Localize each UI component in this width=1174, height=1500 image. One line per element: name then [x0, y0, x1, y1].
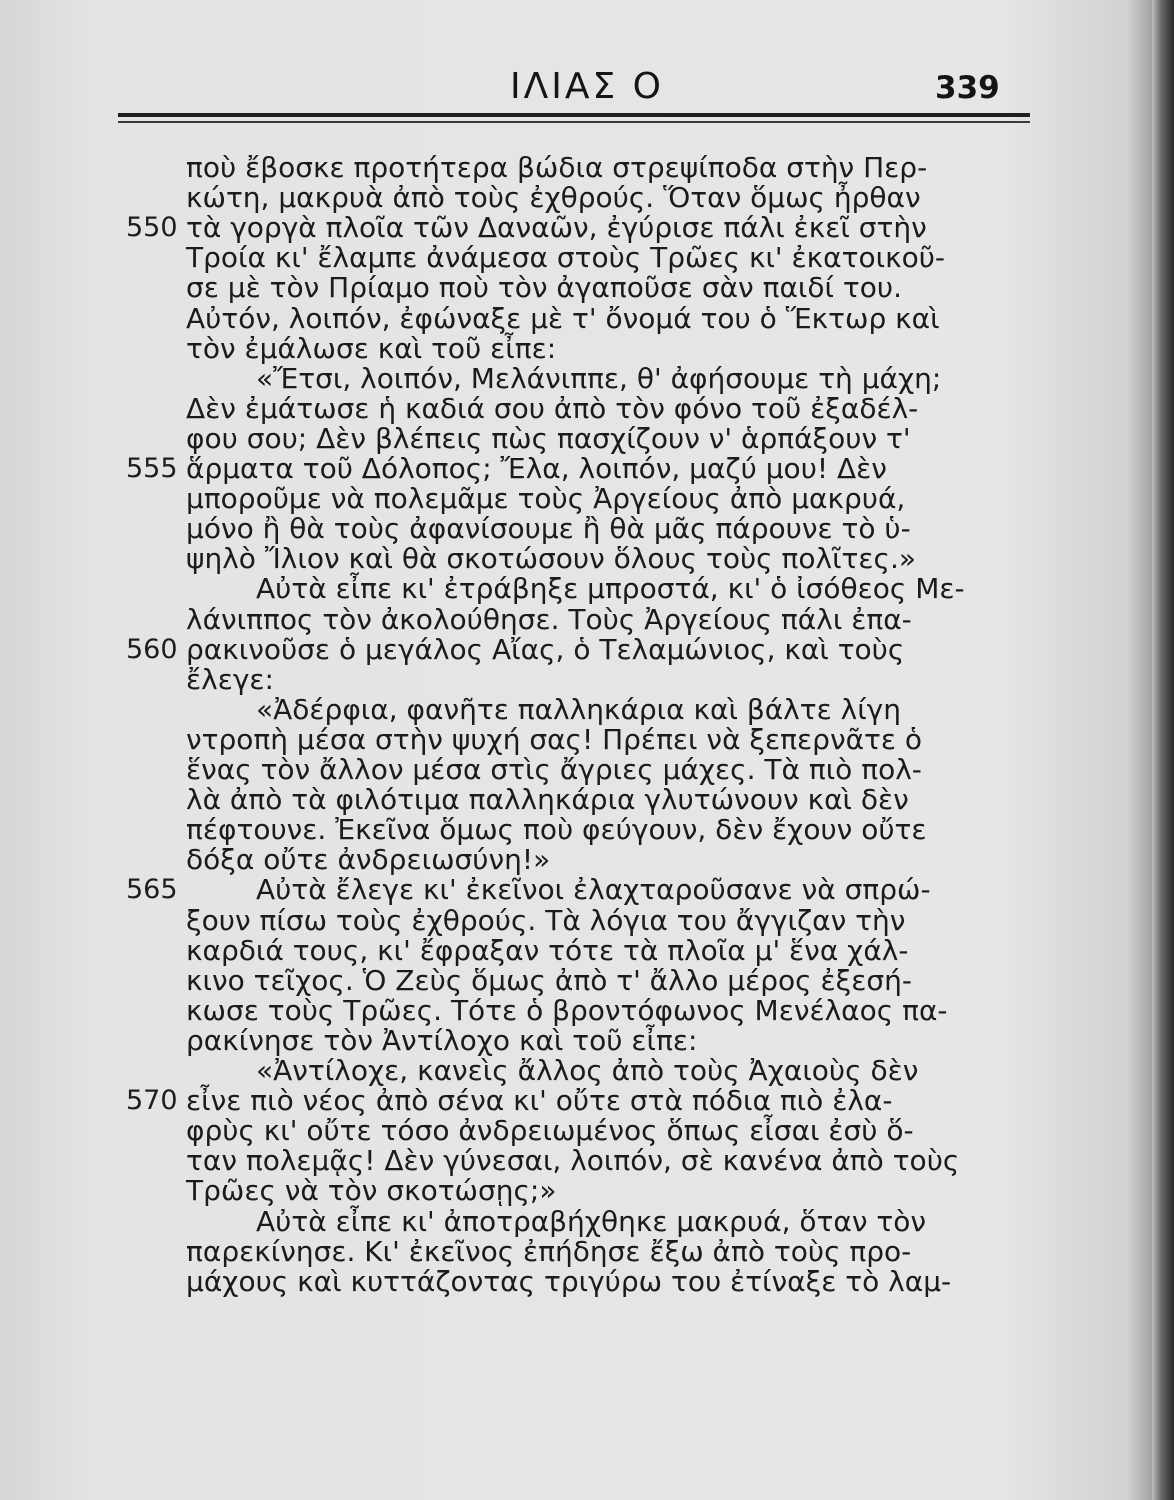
text-line: λὰ ἀπὸ τὰ φιλότιμα παλληκάρια γλυτώνουν καὶ δὲν — [186, 783, 909, 816]
text-line: Δὲν ἐμάτωσε ἡ καδιά σου ἀπὸ τὸν φόνο τοῦ ἐξαδέλ- — [186, 392, 919, 425]
text-line: Αὐτόν, λοιπόν, ἐφώναξε μὲ τ' ὄνομά του ὁ Ἕκτωρ καὶ — [186, 302, 940, 335]
verse-line-number: 560 — [126, 634, 178, 665]
text-line: κώτη, μακρυὰ ἀπὸ τοὺς ἐχθρούς. Ὅταν ὅμως ἦρθαν — [186, 181, 921, 214]
text-line: τὸν ἐμάλωσε καὶ τοῦ εἶπε: — [186, 332, 557, 365]
verse-line-number: 570 — [126, 1085, 178, 1116]
text-line: καρδιά τους, κι' ἔφραξαν τότε τὰ πλοῖα μ' ἕνα χάλ- — [186, 934, 909, 967]
text-line: ταν πολεμᾷς! Δὲν γύνεσαι, λοιπόν, σὲ κανένα ἀπὸ τοὺς — [186, 1144, 960, 1177]
verse-line-number: 555 — [126, 453, 178, 484]
text-line: ρακίνησε τὸν Ἀντίλοχο καὶ τοῦ εἶπε: — [186, 1024, 698, 1057]
text-line: μποροῦμε νὰ πολεμᾶμε τοὺς Ἀργείους ἀπὸ μακρυά, — [186, 482, 906, 515]
text-line: «Ἀντίλοχε, κανεὶς ἄλλος ἀπὸ τοὺς Ἀχαιοὺς δὲν — [256, 1054, 919, 1087]
text-line: ποὺ ἔβοσκε προτήτερα βώδια στρεψίποδα στὴν Περ- — [186, 151, 928, 184]
text-line: Αὐτὰ ἔλεγε κι' ἐκεῖνοι ἐλαχταροῦσανε νὰ σπρώ- — [256, 873, 931, 906]
header-rule-thin — [118, 121, 1030, 123]
text-line: πέφτουνε. Ἐκεῖνα ὅμως ποὺ φεύγουν, δὲν ἔχουν οὔτε — [186, 813, 927, 846]
running-head-title: ΙΛΙΑΣ Ο — [509, 66, 664, 107]
text-line: μάχους καὶ κυττάζοντας τριγύρω του ἐτίναξε τὸ λαμ- — [186, 1265, 952, 1298]
text-line: Αὐτὰ εἶπε κι' ἐτράβηξε μπροστά, κι' ὁ ἰσόθεος Με- — [256, 572, 965, 605]
text-line: Τρῶες νὰ τὸν σκοτώσῃς;» — [186, 1174, 557, 1207]
text-line: εἶνε πιὸ νέος ἀπὸ σένα κι' οὔτε στὰ πόδια πιὸ ἐλα- — [186, 1084, 893, 1117]
text-line: δόξα οὔτε ἀνδρειωσύνη!» — [186, 843, 551, 876]
text-line: φου σου; Δὲν βλέπεις πὼς πασχίζουν ν' ἁρπάξουν τ' — [186, 422, 911, 455]
text-line: κινο τεῖχος. Ὁ Ζεὺς ὅμως ἀπὸ τ' ἄλλο μέρος ἐξεσή- — [186, 964, 912, 997]
text-line: κωσε τοὺς Τρῶες. Τότε ὁ βροντόφωνος Μενέλαος πα- — [186, 994, 948, 1027]
text-line: ρακινοῦσε ὁ μεγάλος Αἴας, ὁ Τελαμώνιος, καὶ τοὺς — [186, 633, 905, 666]
text-line: Τροία κι' ἔλαμπε ἀνάμεσα στοὺς Τρῶες κι' ἐκατοικοῦ- — [186, 241, 946, 274]
text-line: τὰ γοργὰ πλοῖα τῶν Δαναῶν, ἐγύρισε πάλι ἐκεῖ στὴν — [186, 211, 927, 244]
text-line: Αὐτὰ εἶπε κι' ἀποτραβήχθηκε μακρυά, ὅταν τὸν — [256, 1205, 927, 1238]
text-line: παρεκίνησε. Κι' ἐκεῖνος ἐπήδησε ἔξω ἀπὸ τοὺς προ- — [186, 1235, 912, 1268]
text-line: ξουν πίσω τοὺς ἐχθρούς. Τὰ λόγια του ἄγγιζαν τὴν — [186, 904, 906, 937]
verse-line-number: 565 — [126, 874, 178, 905]
text-line: ἔλεγε: — [186, 663, 274, 696]
text-line: «Ἀδέρφια, φανῆτε παλληκάρια καὶ βάλτε λίγη — [256, 693, 901, 726]
book-spine-shadow — [1152, 0, 1174, 1500]
page-number: 339 — [935, 70, 1000, 106]
text-line: λάνιππος τὸν ἀκολούθησε. Τοὺς Ἀργείους πάλι ἐπα- — [186, 603, 912, 636]
text-line: σε μὲ τὸν Πρίαμο ποὺ τὸν ἀγαποῦσε σὰν παιδί του. — [186, 271, 902, 304]
header-rule-thick — [118, 113, 1030, 117]
text-line: «Ἔτσι, λοιπόν, Μελάνιππε, θ' ἀφήσουμε τὴ μάχη; — [256, 362, 942, 395]
verse-line-number: 550 — [126, 212, 178, 243]
text-line: ἅρματα τοῦ Δόλοπος; Ἔλα, λοιπόν, μαζύ μου! Δὲν — [186, 452, 887, 485]
text-line: μόνο ἢ θὰ τοὺς ἀφανίσουμε ἢ θὰ μᾶς πάρουνε τὸ ὑ- — [186, 512, 911, 545]
text-line: ψηλὸ Ἴλιον καὶ θὰ σκοτώσουν ὅλους τοὺς πολῖτες.» — [186, 542, 917, 575]
text-line: ντροπὴ μέσα στὴν ψυχή σας! Πρέπει νὰ ξεπερνᾶτε ὁ — [186, 723, 923, 756]
text-line: ἕνας τὸν ἄλλον μέσα στὶς ἄγριες μάχες. Τὰ πιὸ πολ- — [186, 753, 922, 786]
text-line: φρὺς κι' οὔτε τόσο ἀνδρειωμένος ὅπως εἶσαι ἐσὺ ὅ- — [186, 1114, 914, 1147]
